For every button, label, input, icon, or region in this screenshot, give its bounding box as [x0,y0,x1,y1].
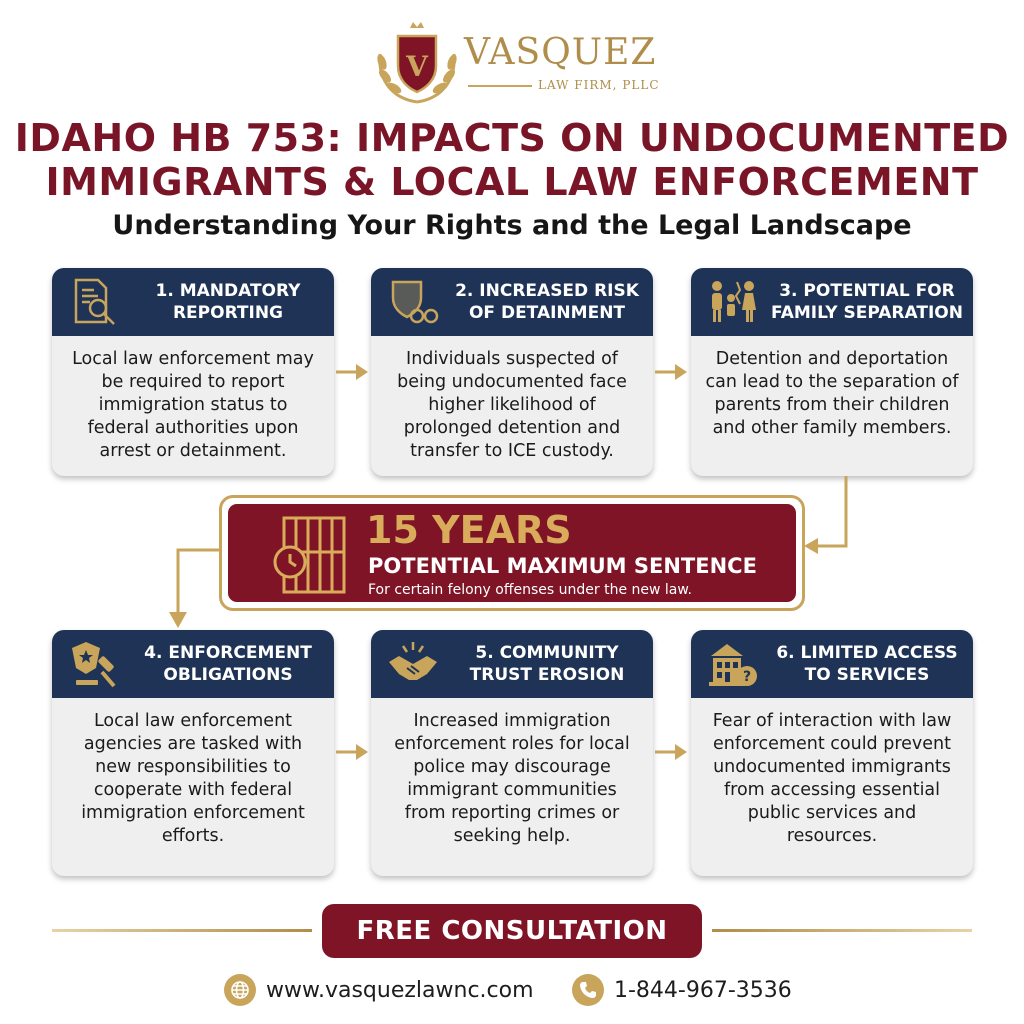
sentence-banner [219,495,805,611]
logo-divider [468,85,532,87]
card-header [52,268,334,336]
handshake-icon [387,638,439,690]
sentence-years: 15 YEARS [366,508,572,552]
card-enforcement-obligations [52,630,334,876]
card-header [371,268,653,336]
sentence-label: POTENTIAL MAXIMUM SENTENCE [368,554,757,578]
arrow-right-icon [334,742,370,762]
card-increased-risk-of-detainment [371,268,653,476]
card-header [691,630,973,698]
divider-left [52,929,312,932]
jail-cell-clock-icon [270,512,354,596]
free-consultation-button[interactable]: FREE CONSULTATION [322,904,702,958]
page-title-line-2: IMMIGRANTS & LOCAL LAW ENFORCEMENT [45,160,979,204]
arrow-right-icon [653,742,689,762]
card-body: Fear of interaction with law enforcement could prevent undocumented immigrants from accessing essential public services and resources. [712,711,952,846]
arrow-left-down-icon [164,540,224,630]
card-title: 5. COMMUNITY TRUST EROSION [469,643,625,685]
building-question-icon [707,638,759,690]
phone-icon [572,974,604,1006]
arrow-down-left-icon [800,476,856,560]
arrow-right-icon [653,362,689,382]
globe-icon [224,974,256,1006]
phone-text: 1-844-967-3536 [614,977,792,1003]
page-title-line-1: IDAHO HB 753: IMPACTS ON UNDOCUMENTED [14,116,1010,160]
card-family-separation [691,268,973,476]
document-magnifier-icon [68,276,120,328]
card-body: Increased immigration enforcement roles for local police may discourage immigrant communities from reporting crimes or seeking help. [394,711,630,846]
card-body: Detention and deportation can lead to the separation of parents from their children and other family members. [705,349,959,438]
card-body: Local law enforcement may be required to report immigration status to federal authorities upon arrest or detainment. [72,349,314,461]
card-header [691,268,973,336]
badge-gavel-icon [68,638,120,690]
svg-text:V: V [406,50,428,83]
card-title: 1. MANDATORY REPORTING [155,281,301,323]
svg-text:?: ? [742,669,752,685]
card-limited-access-to-services [691,630,973,876]
website-text: www.vasquezlawnc.com [266,977,534,1003]
page-subtitle: Understanding Your Rights and the Legal Landscape [112,210,912,241]
website-link[interactable] [224,972,534,1008]
card-body: Local law enforcement agencies are tasked with new responsibilities to cooperate with federal immigration enforcement efforts. [81,711,305,846]
firm-logo [372,18,662,108]
shield-handcuffs-icon [387,276,439,328]
firm-name: VASQUEZ [464,32,657,73]
sentence-note: For certain felony offenses under the new law. [368,582,692,598]
card-mandatory-reporting [52,268,334,476]
laurel-crest-icon [372,18,462,108]
arrow-right-icon [334,362,370,382]
card-header [52,630,334,698]
phone-link[interactable] [572,972,792,1008]
card-title: 6. LIMITED ACCESS TO SERVICES [776,643,958,685]
divider-right [712,929,972,932]
firm-subtitle: LAW FIRM, PLLC [538,78,660,92]
card-title: 3. POTENTIAL FOR FAMILY SEPARATION [771,281,963,323]
family-separation-icon [707,276,759,328]
card-community-trust-erosion [371,630,653,876]
card-title: 4. ENFORCEMENT OBLIGATIONS [144,643,312,685]
card-title: 2. INCREASED RISK OF DETAINMENT [455,281,639,323]
card-body: Individuals suspected of being undocumented face higher likelihood of prolonged detention and transfer to ICE custody. [397,349,627,461]
sentence-banner-inner [228,504,796,602]
card-header [371,630,653,698]
